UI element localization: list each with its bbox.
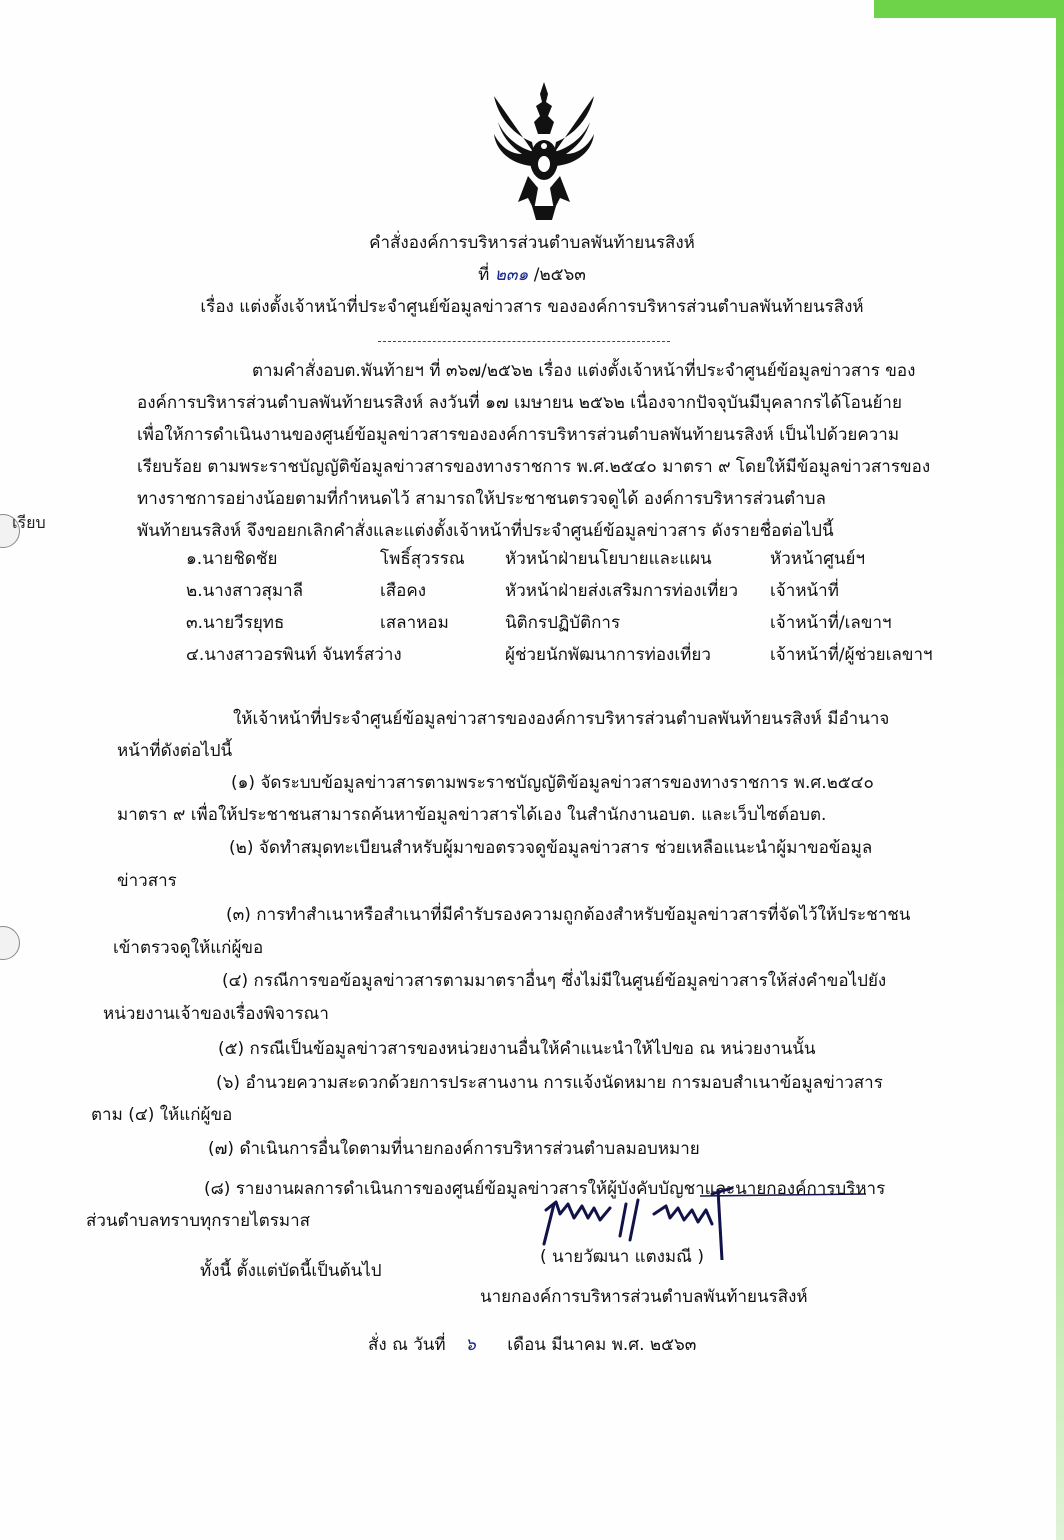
duties-intro-line-1: ให้เจ้าหน้าที่ประจำศูนย์ข้อมูลข่าวสารขององค์การบริหารส่วนตำบลพันท้ายนรสิงห์ มีอำนาจ xyxy=(233,709,890,729)
duties-intro-line-2: หน้าที่ดังต่อไปนี้ xyxy=(117,741,233,761)
dated-day: ๖ xyxy=(465,1335,476,1355)
staff-role: หัวหน้าศูนย์ฯ xyxy=(770,549,866,569)
punch-hole-bottom xyxy=(0,926,20,960)
duty-1-cont: มาตรา ๙ เพื่อให้ประชาชนสามารถค้นหาข้อมูลข่าวสารได้เอง ในสำนักงานอบต. และเว็บไซต์อบต. xyxy=(117,805,827,825)
duty-4: (๔) กรณีการขอข้อมูลข่าวสารตามมาตราอื่นๆ ซึ่งไม่มีในศูนย์ข้อมูลข่าวสารให้ส่งคำขอไปยัง xyxy=(222,971,887,991)
duty-4-cont: หน่วยงานเจ้าของเรื่องพิจารณา xyxy=(103,1004,329,1024)
staff-role: เจ้าหน้าที่ xyxy=(770,581,839,601)
staff-surname: โพธิ์สุวรรณ xyxy=(380,549,465,569)
intro-line-5: ทางราชการอย่างน้อยตามที่กำหนดไว้ สามารถให้ประชาชนตรวจดูได้ องค์การบริหารส่วนตำบล xyxy=(137,489,826,509)
duty-2: (๒) จัดทำสมุดทะเบียนสำหรับผู้มาขอตรวจดูข้อมูลข่าวสาร ช่วยเหลือแนะนำผู้มาขอข้อมูล xyxy=(229,838,873,858)
intro-line-3: เพื่อให้การดำเนินงานของศูนย์ข้อมูลข่าวสารขององค์การบริหารส่วนตำบลพันท้ายนรสิงห์ เป็นไปด้วยความ xyxy=(137,425,900,445)
intro-line-4: เรียบร้อย ตามพระราชบัญญัติข้อมูลข่าวสารของทางราชการ พ.ศ.๒๕๔๐ มาตรา ๙ โดยให้มีข้อมูลข่าวสารของ xyxy=(137,457,931,477)
intro-line-2: องค์การบริหารส่วนตำบลพันท้ายนรสิงห์ ลงวันที่ ๑๗ เมษายน ๒๕๖๒ เนื่องจากปัจจุบันมีบุคลากรได้โอนย้าย xyxy=(137,393,902,413)
order-number-prefix: ที่ xyxy=(478,265,490,285)
duty-1: (๑) จัดระบบข้อมูลข่าวสารตามพระราชบัญญัติข้อมูลข่าวสารของทางราชการ พ.ศ.๒๕๔๐ xyxy=(231,773,874,793)
garuda-emblem xyxy=(488,76,600,222)
staff-name: ๑.นายชิดชัย xyxy=(186,549,278,569)
duty-2-cont: ข่าวสาร xyxy=(117,871,177,891)
order-number xyxy=(0,264,1064,286)
order-title: คำสั่งองค์การบริหารส่วนตำบลพันท้ายนรสิงห์ xyxy=(369,233,695,253)
staff-role: เจ้าหน้าที่/ผู้ช่วยเลขาฯ xyxy=(770,645,933,665)
duty-5: (๕) กรณีเป็นข้อมูลข่าวสารของหน่วยงานอื่นให้คำแนะนำให้ไปขอ ณ หน่วยงานนั้น xyxy=(218,1039,816,1059)
order-number-value: ๒๓๑ xyxy=(494,265,529,285)
divider-line xyxy=(378,341,670,342)
duty-7: (๗) ดำเนินการอื่นใดตามที่นายกองค์การบริหารส่วนตำบลมอบหมาย xyxy=(208,1139,700,1159)
signer-title: นายกองค์การบริหารส่วนตำบลพันท้ายนรสิงห์ xyxy=(480,1287,808,1307)
staff-name: ๓.นายวีรยุทธ xyxy=(186,613,285,633)
duty-3: (๓) การทำสำเนาหรือสำเนาที่มีคำรับรองความถูกต้องสำหรับข้อมูลข่าวสารที่จัดไว้ให้ประชาชน xyxy=(226,905,911,925)
dated-month-year: เดือน มีนาคม พ.ศ. ๒๕๖๓ xyxy=(507,1335,697,1355)
staff-position: นิติกรปฏิบัติการ xyxy=(505,613,621,633)
effective-statement: ทั้งนี้ ตั้งแต่บัดนี้เป็นต้นไป xyxy=(200,1261,382,1281)
staff-name: ๒.นางสาวสุมาลี xyxy=(186,581,304,601)
duty-6-cont: ตาม (๔) ให้แก่ผู้ขอ xyxy=(91,1105,233,1125)
margin-note: เรียบ xyxy=(12,513,46,532)
dated-line xyxy=(368,1334,696,1356)
duty-8: (๘) รายงานผลการดำเนินการของศูนย์ข้อมูลข่าวสารให้ผู้บังคับบัญชาและนายกองค์การบริหาร xyxy=(204,1179,886,1199)
order-number-suffix: /๒๕๖๓ xyxy=(533,265,586,285)
staff-role: เจ้าหน้าที่/เลขาฯ xyxy=(770,613,892,633)
staff-surname: เสือคง xyxy=(380,581,427,601)
staff-name: ๔.นางสาวอรพินท์ จันทร์สว่าง xyxy=(186,645,402,665)
intro-line-6: พันท้ายนรสิงห์ จึงขอยกเลิกคำสั่งและแต่งตั้งเจ้าหน้าที่ประจำศูนย์ข้อมูลข่าวสาร ดังรายชื่อต่อไปนี้ xyxy=(137,521,834,541)
duty-3-cont: เข้าตรวจดูให้แก่ผู้ขอ xyxy=(113,938,264,958)
staff-position: หัวหน้าฝ่ายนโยบายและแผน xyxy=(505,549,712,569)
duty-8-cont: ส่วนตำบลทราบทุกรายไตรมาส xyxy=(86,1211,310,1231)
dated-prefix: สั่ง ณ วันที่ xyxy=(368,1335,446,1355)
order-subject: เรื่อง แต่งตั้งเจ้าหน้าที่ประจำศูนย์ข้อมูลข่าวสาร ขององค์การบริหารส่วนตำบลพันท้ายนรสิงห์ xyxy=(200,297,864,317)
staff-position: หัวหน้าฝ่ายส่งเสริมการท่องเที่ยว xyxy=(505,581,739,601)
background-green-top xyxy=(874,0,1064,18)
duty-6: (๖) อำนวยความสะดวกด้วยการประสานงาน การแจ้งนัดหมาย การมอบสำเนาข้อมูลข่าวสาร xyxy=(216,1073,883,1093)
intro-line-1: ตามคำสั่งอบต.พันท้ายฯ ที่ ๓๖๗/๒๕๖๒ เรื่อง แต่งตั้งเจ้าหน้าที่ประจำศูนย์ข้อมูลข่าวสาร ของ xyxy=(252,361,916,381)
staff-position: ผู้ช่วยนักพัฒนาการท่องเที่ยว xyxy=(505,645,711,665)
staff-surname: เสลาหอม xyxy=(380,613,449,633)
signer-name: ( นายวัฒนา แตงมณี ) xyxy=(540,1247,704,1267)
